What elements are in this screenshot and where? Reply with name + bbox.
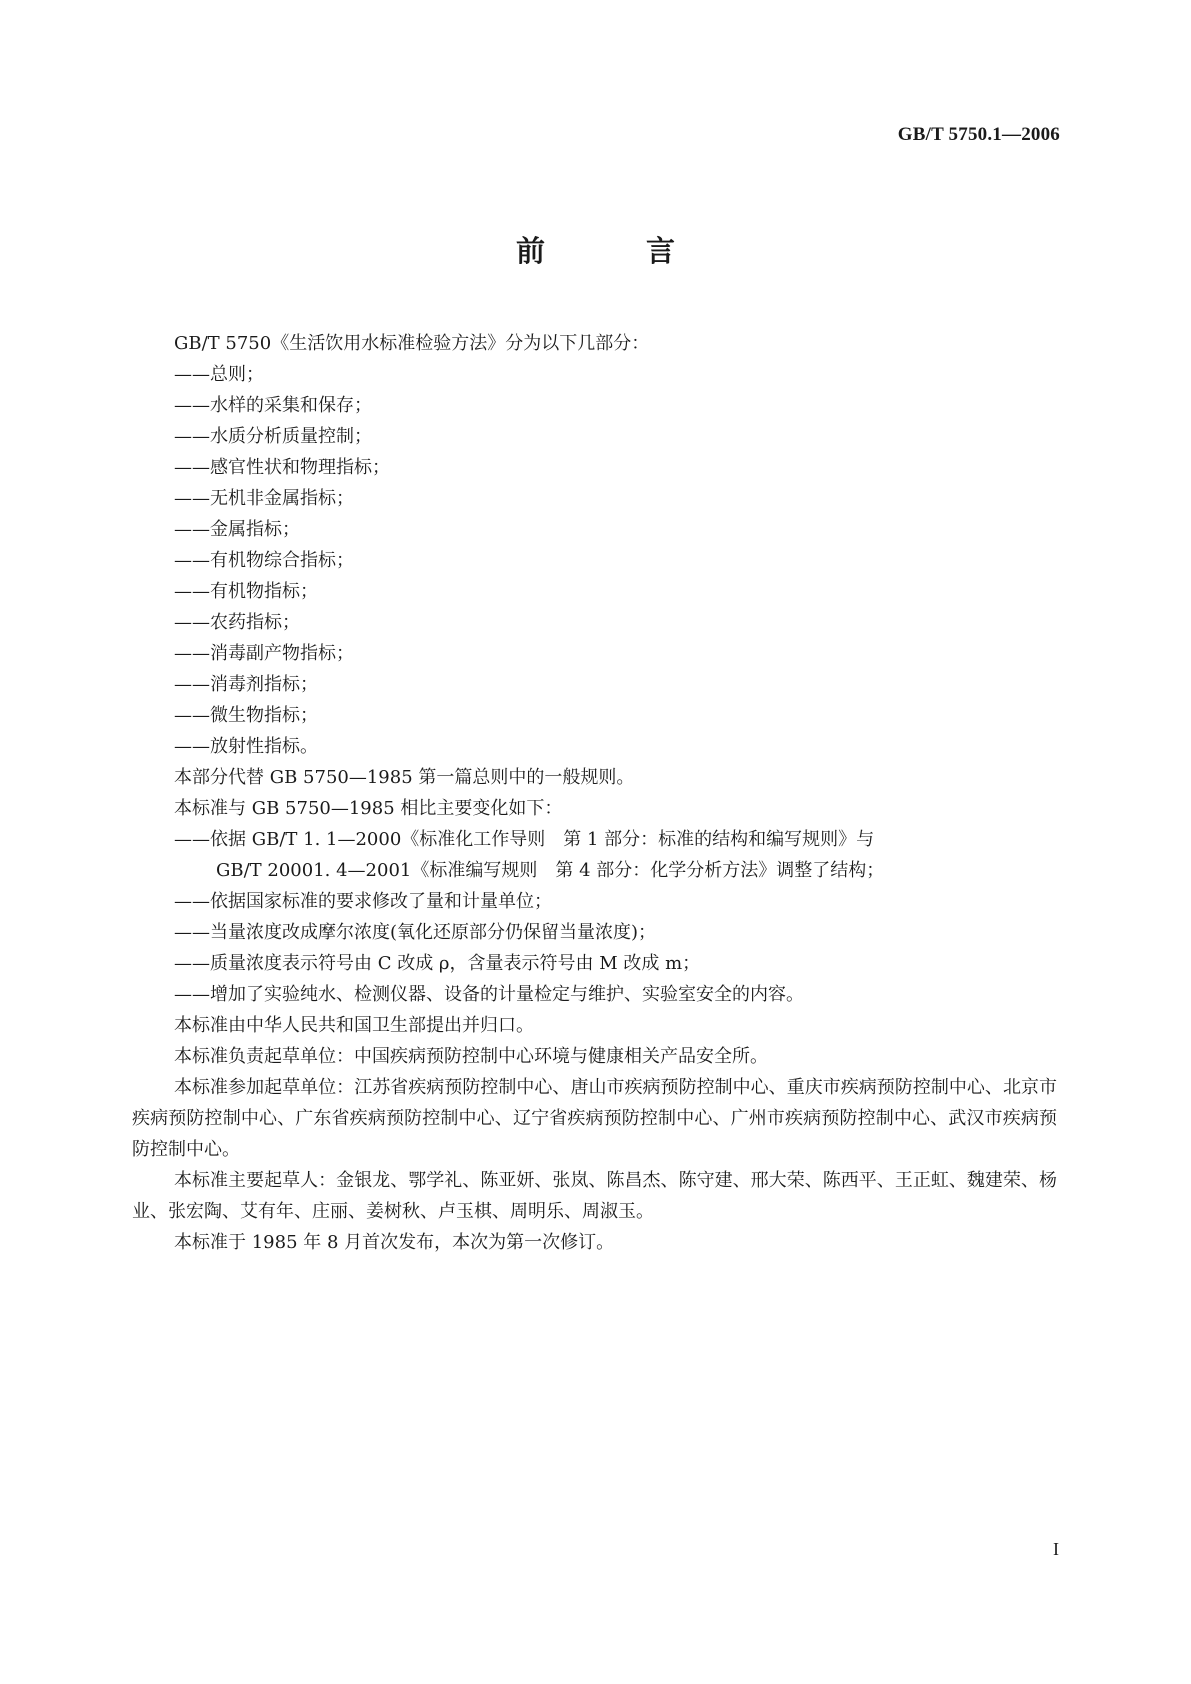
part-item: ——无机非金属指标； [174,488,354,509]
change-item: ——依据 GB/T 1. 1—2000《标准化工作导则 第 1 部分：标准的结构和编写规则》与 [174,829,875,850]
drafters-paragraph: 本标准主要起草人：金银龙、鄂学礼、陈亚妍、张岚、陈昌杰、陈守建、邢大荣、陈西平、王正虹、魏建荣、杨业、张宏陶、艾有年、庄丽、姜树秋、卢玉棋、周明乐、周淑玉。 [132,1170,1057,1222]
page-number: I [1053,1539,1059,1559]
part-item: ——有机物指标； [174,581,318,602]
change-item: ——依据国家标准的要求修改了量和计量单位； [174,891,552,912]
page-title: 前 言 [515,234,711,268]
part-item: ——总则； [174,364,264,385]
history-paragraph: 本标准于 1985 年 8 月首次发布，本次为第一次修订。 [174,1232,615,1253]
change-item: ——增加了实验纯水、检测仪器、设备的计量检定与维护、实验室安全的内容。 [174,984,804,1005]
part-item: ——感官性状和物理指标； [174,457,390,478]
part-item: ——有机物综合指标； [174,550,354,571]
change-item-continuation: GB/T 20001. 4—2001《标准编写规则 第 4 部分：化学分析方法》调整了结构； [216,860,885,881]
part-item: ——放射性指标。 [174,736,318,757]
part-item: ——微生物指标； [174,705,318,726]
intro-paragraph: GB/T 5750《生活饮用水标准检验方法》分为以下几部分： [174,333,650,354]
change-item: ——质量浓度表示符号由 C 改成 ρ，含量表示符号由 M 改成 m； [174,953,701,974]
change-item: ——当量浓度改成摩尔浓度(氧化还原部分仍保留当量浓度)； [174,922,657,943]
changes-intro: 本标准与 GB 5750—1985 相比主要变化如下： [174,798,563,819]
proposed-paragraph: 本标准由中华人民共和国卫生部提出并归口。 [174,1015,534,1036]
part-item: ——消毒剂指标； [174,674,318,695]
part-item: ——消毒副产物指标； [174,643,354,664]
drafting-unit-paragraph: 本标准负责起草单位：中国疾病预防控制中心环境与健康相关产品安全所。 [174,1046,768,1067]
part-item: ——金属指标； [174,519,300,540]
replacement-paragraph: 本部分代替 GB 5750—1985 第一篇总则中的一般规则。 [174,767,635,788]
part-item: ——水质分析质量控制； [174,426,372,447]
document-body [132,328,1057,1258]
participating-units-paragraph: 本标准参加起草单位：江苏省疾病预防控制中心、唐山市疾病预防控制中心、重庆市疾病预防控制中心、北京市疾病预防控制中心、广东省疾病预防控制中心、辽宁省疾病预防控制中心、广州市疾病预防控制中心、武汉市疾病预防控制中心。 [132,1077,1057,1160]
standard-code: GB/T 5750.1—2006 [897,124,1060,145]
part-item: ——农药指标； [174,612,300,633]
part-item: ——水样的采集和保存； [174,395,372,416]
